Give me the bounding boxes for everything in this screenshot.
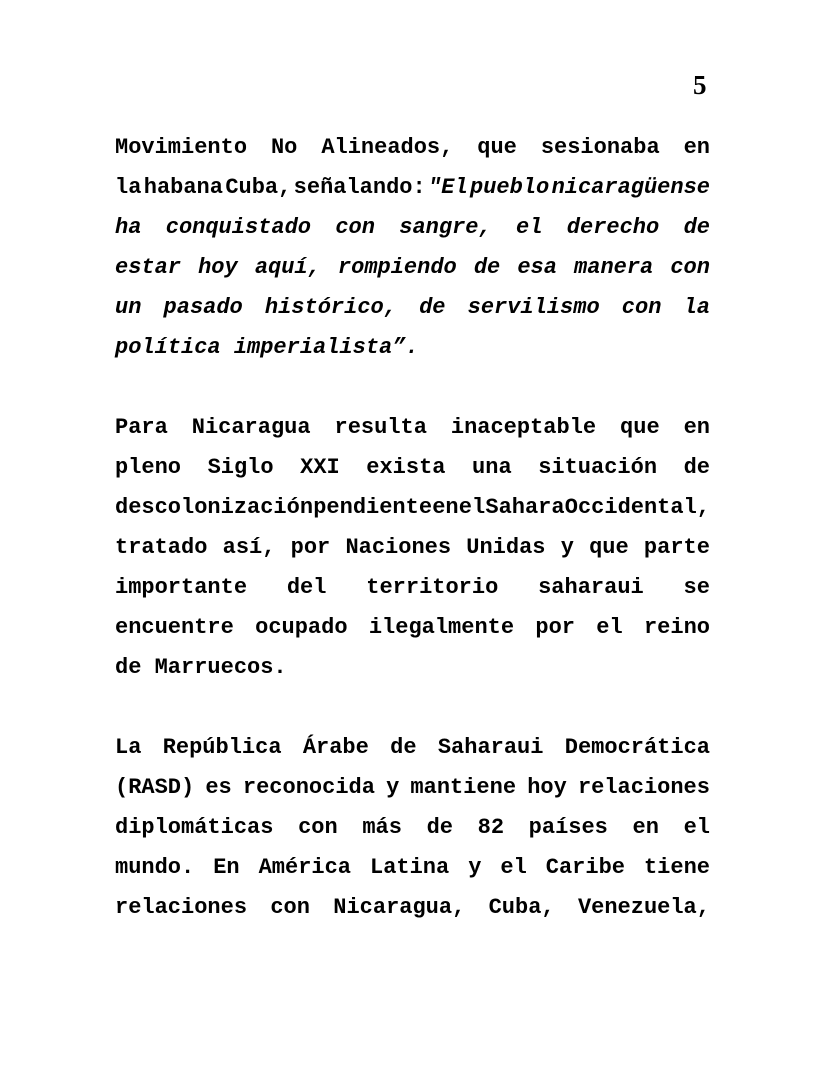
word: "El [428,175,468,200]
text-line [115,848,710,888]
word: esa [517,255,557,280]
word: La [115,735,142,760]
document-body [115,128,710,928]
word: con [621,295,662,320]
text-line [115,168,710,208]
word: pasado [163,295,243,320]
word: rompiendo [337,255,457,280]
word: hoy [527,775,567,800]
word: de [683,455,710,480]
word: América [258,855,352,880]
word: ocupado [255,615,348,640]
word: derecho [566,215,660,240]
word: así, [222,535,276,560]
paragraph [115,408,710,688]
word: relaciones [115,895,248,920]
text-run: de Marruecos. [115,655,287,680]
word: países [528,815,608,840]
word: encuentre [115,615,234,640]
word: habana [143,175,223,200]
word: que [620,415,660,440]
word: señalando: [293,175,426,200]
word: República [162,735,282,760]
word: por [535,615,575,640]
word: Movimiento [115,135,248,160]
word: un [115,295,142,320]
word: Saharaui [437,735,544,760]
word: el [596,615,623,640]
word: hoy [198,255,238,280]
word: Sahara [485,495,565,520]
word: de [419,295,446,320]
word: el [458,495,486,520]
word: Cuba, [488,895,555,920]
word: es [205,775,232,800]
text-line [115,288,710,328]
word: No [270,135,298,160]
word: Nicaragua, [333,895,466,920]
word: estar [115,255,182,280]
word: XXI [300,455,340,480]
word: parte [643,535,710,560]
word: que [477,135,517,160]
word: y [468,855,482,880]
word: más [362,815,402,840]
word: de [473,255,501,280]
word: aquí, [254,255,321,280]
word: Venezuela, [577,895,710,920]
word: situación [538,455,658,480]
word: manera [574,255,654,280]
text-line [115,768,710,808]
word: pendiente [313,495,433,520]
word: que [589,535,629,560]
word: Cuba, [225,175,292,200]
word: ilegalmente [368,615,515,640]
text-line [115,648,710,688]
word: relaciones [577,775,710,800]
word: una [472,455,512,480]
word: resulta [334,415,427,440]
word: con [270,895,310,920]
text-line [115,208,710,248]
word: Nicaragua [191,415,311,440]
word: exista [366,455,446,480]
word: con [335,215,375,240]
text-line [115,728,710,768]
text-line [115,328,710,368]
text-line [115,488,710,528]
word: el [500,855,527,880]
word: histórico, [264,295,397,320]
word: pueblo [470,175,550,200]
word: saharaui [538,575,644,600]
word: En [213,855,240,880]
word: el [516,215,543,240]
word: Árabe [302,735,369,760]
word: de [390,735,417,760]
word: nicaragüense [551,175,710,200]
word: ha [115,215,142,240]
word: conquistado [165,215,311,240]
word: tiene [643,855,710,880]
text-line [115,128,710,168]
word: la [683,295,710,320]
word: Unidas [466,535,546,560]
word: se [683,575,710,600]
word: (RASD) [115,775,195,800]
word: en [632,815,659,840]
word: Caribe [545,855,625,880]
word: Occidental, [564,495,710,520]
text-line [115,568,710,608]
word: tratado [115,535,208,560]
text-line [115,408,710,448]
word: territorio [366,575,499,600]
word: el [683,815,710,840]
word: mundo. [115,855,195,880]
word: 82 [477,815,505,840]
word: Para [115,415,168,440]
word: la [115,175,142,200]
word: servilismo [467,295,600,320]
word: reconocida [242,775,375,800]
word: y [560,535,574,560]
word: del [286,575,327,600]
text-line [115,888,710,928]
word: de [426,815,453,840]
word: sangre, [399,215,492,240]
word: con [670,255,710,280]
paragraph [115,128,710,368]
word: reino [643,615,710,640]
word: en [683,135,710,160]
word: mantiene [410,775,517,800]
word: por [290,535,331,560]
word: con [298,815,338,840]
word: en [432,495,459,520]
word: Democrática [564,735,710,760]
word: pleno [115,455,182,480]
word: Siglo [207,455,274,480]
word: descolonización [115,495,314,520]
text-line [115,808,710,848]
page-number: 5 [693,70,707,100]
paragraph [115,728,710,928]
word: sesionaba [540,135,660,160]
text-line [115,608,710,648]
word: en [683,415,710,440]
text-line [115,248,710,288]
text-line [115,528,710,568]
word: Naciones [345,535,452,560]
word: diplomáticas [115,815,274,840]
word: y [386,775,400,800]
word: de [683,215,710,240]
word: Latina [370,855,450,880]
word: importante [115,575,248,600]
word: Alineados, [321,135,454,160]
text-run: política imperialista”. [115,335,419,360]
word: inaceptable [450,415,597,440]
text-line [115,448,710,488]
